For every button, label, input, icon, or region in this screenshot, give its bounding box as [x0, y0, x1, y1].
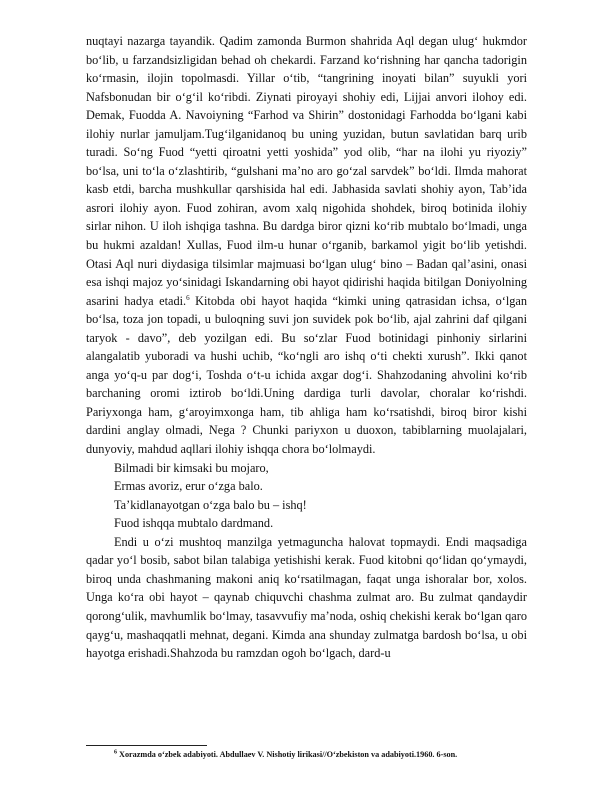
paragraph-1-continuation: Kitobda obi hayot haqida “kimki uning qatrasidan ichsa, o‘lgan bo‘lsa, toza jon topadi, u buloqning suvi jon suvidek pok bo‘lib, ajal zahrini daf qilgani taryok - davo”, deb yozilgan edi. Bu so‘zlar Fuod botinidagi pinhoniy sirlarini alangalatib yuboradi va hushi uchib, “ko‘ngli aro ishq o‘ti chekti xurush”. Ikki qanot anga yo‘q-u par dog‘i, Toshda o‘t-u ichida axgar dog‘i. Shahzodaning ahvolini ko‘rib barchaning oromi iztirob bo‘ldi.Uning dardiga turli davolar, choralar ko‘rishdi. Pariyxonga ham, g‘aroyimxonga ham, tib ahliga ham ko‘rsatishdi, biroq biror kishi dardini anglay olmadi, Nega ? Chunki pariyxon u duoxon, tabiblarning muolajalari, dunyoviy, mahdud aqllari ilohiy ishqqa chora bo‘lolmaydi.: [86, 293, 528, 457]
footnote-separator: [86, 745, 207, 746]
body-paragraph-1: [86, 32, 527, 459]
footnote: [114, 749, 534, 760]
verse-line-1: Bilmadi bir kimsaki bu mojaro,: [114, 460, 269, 475]
verse-line-3: Ta’kidlanayotgan o‘zga balo bu – ishq!: [114, 497, 307, 512]
document-page: [86, 32, 527, 663]
footnote-marker: 6: [114, 749, 117, 756]
footnote-reference[interactable]: 6: [186, 293, 190, 302]
verse-line-4: Fuod ishqqa mubtalo dardmand.: [114, 516, 274, 531]
verse-line-2: Ermas avoriz, erur o‘zga balo.: [114, 479, 263, 494]
body-paragraph-2: Endi u o‘zi mushtoq manzilga yetmaguncha halovat topmaydi. Endi maqsadiga qadar yo‘l bosib, sabot bilan talabiga yetishishi kerak. Fuod kitobni qo‘lidan qo‘ymaydi, biroq unda chashmaning makoni aniq ko‘rsatilmagan, faqat unga ishoralar bor, xolos. Unga ko‘ra obi hayot – qaynab chiquvchi chashma zulmat aro. Bu zulmat qandaydir qorong‘ulik, mavhumlik bo‘lmay, tasavvufiy ma’noda, oshiq chekishi kerak bo‘lgan qaro qayg‘u, mashaqqatli mehnat, degani. Kimda ana shunday zulmatga bardosh bo‘lsa, u obi hayotga erishadi.Shahzoda bu ramzdan ogoh bo‘lgach, dard-u: [86, 534, 527, 661]
paragraph-1-text: nuqtayi nazarga tayandik. Qadim zamonda Burmon shahrida Aql degan ulug‘ hukmdor bo‘lib, u farzandsizligidan behad oh chekardi. Farzand ko‘rishning har qancha tadorigin ko‘rmasin, ilojin topolmasdi. Yillar o‘tib, “tangrining inoyati bilan” suyukli yori Nafsbonudan bir o‘g‘il ko‘ribdi. Ziynati piroyayi shohiy edi, Lijjai anvori ilohoy edi. Demak, Fuodda A. Navoiyning “Farhod va Shirin” dostonidagi Farhodda bo‘lgani kabi ilohiy nurlar jamuljam.Tug‘ilganidanoq bu uning yuzidan, butun savlatidan barq urib turadi. So‘ng Fuod “yetti qiroatni yetti yoshida” yod olib, “har na ilohi yu riyoziy” bo‘lsa, uni to‘la o‘zlashtirib, “gulshani ma’no aro go‘zal sarvdek” bo‘ldi. Ilmda mahorat kasb etdi, barcha mushkullar qarshisida hal edi. Jabhasida savlati shohiy ayon, Tab’ida asrori ilohiy ayon. Fuod zohiran, avom xalq nigohida shohdek, biroq botinida ilohiy sirlar nihon. U iloh ishqiga tashna. Bu dardga biror qizni ko‘rib mubtalo bo‘lmadi, unga bu hukmi azaldan! Xullas, Fuod ilm-u hunar o‘rganib, barkamol yigit bo‘lib yetishdi. Otasi Aql nuri diydasiga tilsimlar majmuasi bo‘lgan ulug‘ bino – Badan qal’asini, onasi esa ishqi majoz yo‘sinidagi Iskandarning obi hayot qidirishi haqida bitilgan Doniyolning asarini hadya etadi.: [86, 34, 527, 308]
footnote-text: Xorazmda o‘zbek adabiyoti. Abdullaev V. Nishotiy lirikasi//O‘zbekiston va adabiyoti.1960. 6-son.: [117, 750, 458, 759]
